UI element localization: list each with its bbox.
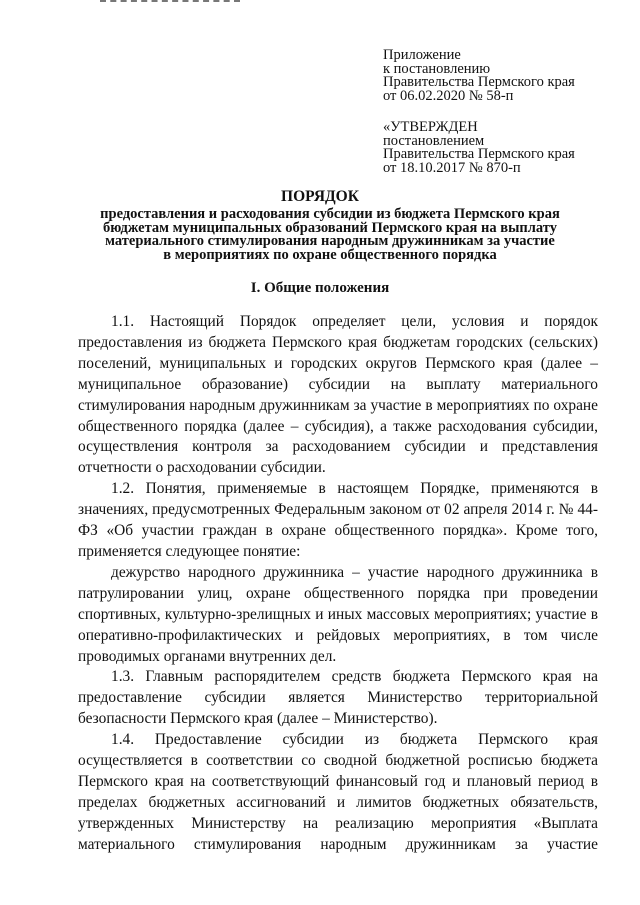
- approval-line: от 18.10.2017 № 870-п: [383, 159, 521, 176]
- approval-block: [383, 121, 623, 175]
- section-heading: I. Общие положения: [250, 280, 390, 296]
- approval-line: «УТВЕРЖДЕН: [383, 119, 478, 135]
- appendix-line: Приложение: [383, 47, 461, 63]
- appendix-block: [383, 49, 623, 103]
- paragraph-1-4: 1.4. Предоставление субсидии из бюджета Пермского края осуществляется в соответствии со сводной бюджетной росписью бюджета Пермского края на соответствующий финансовый год и плановый период в пределах бюджетных ассигнований и лимитов бюджетных обязательств, утвержденных Министерству на реализацию мероприятия «Выплата материального стимулирования народным дружинникам за участие: [78, 731, 598, 853]
- paragraph-1-1: 1.1. Настоящий Порядок определяет цели, условия и порядок предоставления из бюджета Пермского края бюджетам городских (сельских) поселений, муниципальных и городских округов Пермского края (далее – муниципальное образование) субсидии на выплату материального стимулирования народным дружинникам за участие в мероприятиях по охране общественного порядка (далее – субсидия), а также расходования субсидии, осуществления контроля за расходованием субсидии и представления отчетности о расходовании субсидии.: [78, 313, 598, 477]
- document-title: ПОРЯДОК: [281, 188, 359, 205]
- paragraph-1-2: 1.2. Понятия, применяемые в настоящем Порядке, применяются в значениях, предусмотренных Федеральным законом от 02 апреля 2014 г. № 44-ФЗ «Об участии граждан в охране общественного порядка». Кроме того, применяется следующее понятие:: [78, 480, 598, 560]
- subtitle-line: материального стимулирования народным дружинникам за участие: [105, 233, 555, 249]
- subtitle-line: в мероприятиях по охране общественного порядка: [163, 246, 497, 263]
- subtitle-line: бюджетам муниципальных образований Пермского края на выплату: [103, 219, 557, 236]
- approval-line: Правительства Пермского края: [383, 146, 575, 162]
- appendix-line: от 06.02.2020 № 58-п: [383, 87, 514, 104]
- subtitle-line: предоставления и расходования субсидии из бюджета Пермского края: [100, 206, 560, 222]
- scan-artifact: [100, 0, 240, 6]
- appendix-line: Правительства Пермского края: [383, 74, 575, 90]
- document-subtitle: [60, 208, 600, 262]
- approval-line: постановлением: [383, 132, 485, 149]
- document-body: [78, 312, 598, 856]
- paragraph-definition: дежурство народного дружинника – участие народного дружинника в патрулировании улиц, охране общественного порядка при проведении спортивных, культурно-зрелищных и иных массовых мероприятиях; участие в оперативно-профилактических и рейдовых мероприятиях, в том числе проводимых органами внутренних дел.: [78, 563, 598, 665]
- paragraph-1-3: 1.3. Главным распорядителем средств бюджета Пермского края на предоставление субсидии является Министерство территориальной безопасности Пермского края (далее – Министерство).: [78, 668, 598, 728]
- appendix-line: к постановлению: [383, 60, 491, 77]
